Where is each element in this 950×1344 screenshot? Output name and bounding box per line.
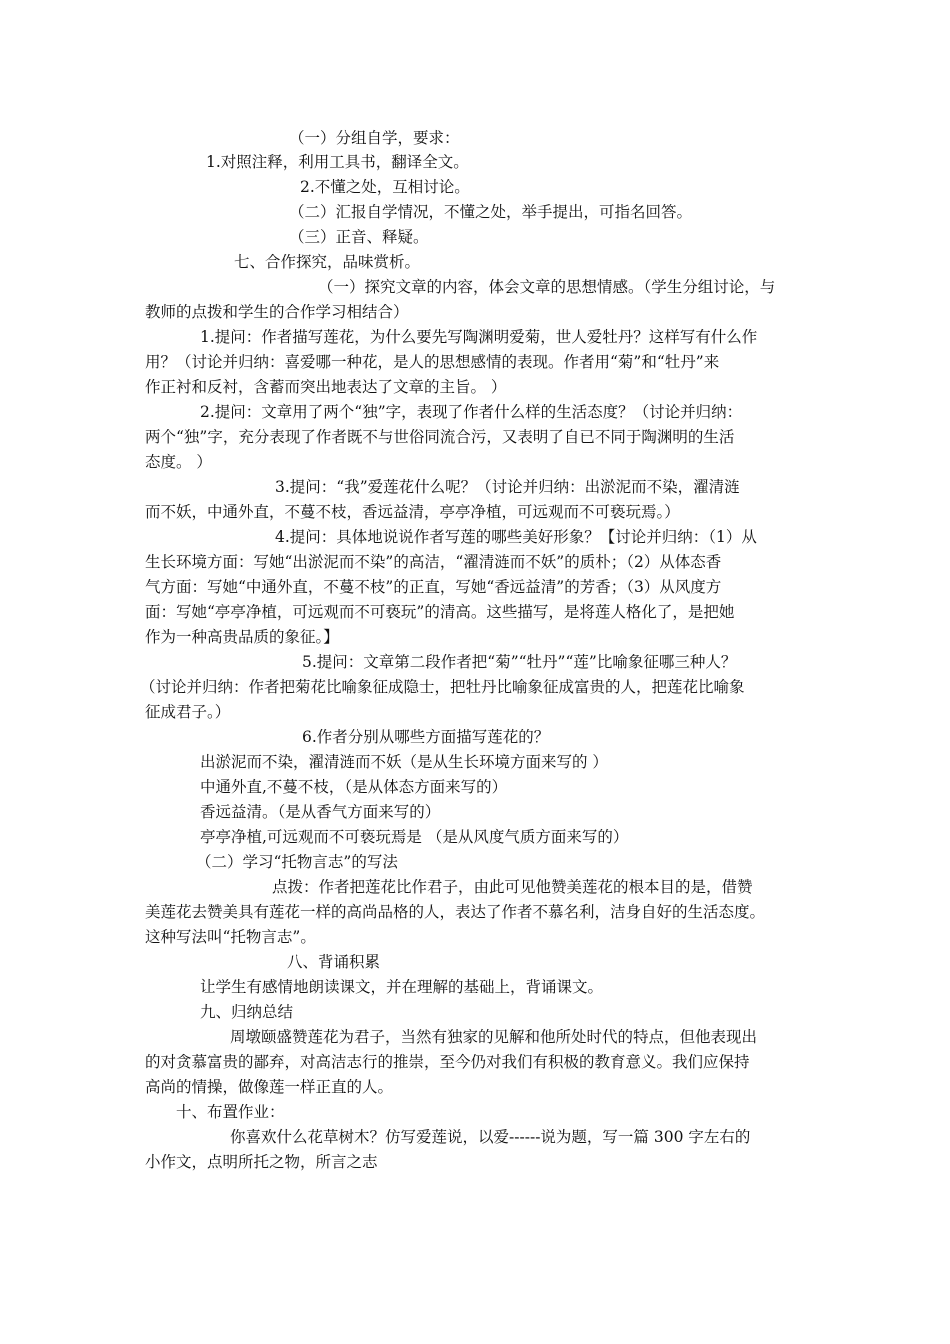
text-line: （一）分组自学，要求：	[289, 129, 460, 147]
text-line: （一）探究文章的内容，体会文章的思想情感。（学生分组讨论，与	[318, 278, 776, 296]
section-heading: 十、布置作业：	[176, 1103, 285, 1121]
section-heading: 七、合作探究，品味赏析。	[234, 253, 421, 271]
text-line: 生长环境方面：写她“出淤泥而不染”的高洁，“濯清涟而不妖”的质朴；（2）从体态香	[145, 553, 722, 571]
text-line: 两个“独”字，充分表现了作者既不与世俗同流合污，又表明了自已不同于陶渊明的生活	[145, 428, 735, 446]
text-line: 2.提问：文章用了两个“独”字，表现了作者什么样的生活态度？（讨论并归纳：	[200, 403, 743, 421]
text-line: （三）正音、释疑。	[289, 228, 429, 246]
text-line: 1.对照注释，利用工具书，翻译全文。	[206, 153, 469, 171]
text-line: 4.提问：具体地说说作者写莲的哪些美好形象？【讨论并归纳：（1）从	[275, 528, 757, 546]
text-line: 6.作者分别从哪些方面描写莲花的？	[302, 728, 550, 746]
text-line: 而不妖，中通外直，不蔓不枝，香远益清，亭亭净植，可远观而不可亵玩焉。）	[145, 503, 680, 521]
text-line: 你喜欢什么花草树木？仿写爱莲说，以爱------说为题，写一篇 300 字左右的	[230, 1128, 751, 1146]
text-line: （二）汇报自学情况，不懂之处，举手提出，可指名回答。	[289, 203, 693, 221]
text-line: 面：写她“亭亭净植，可远观而不可亵玩”的清高。这些描写，是将莲人格化了，是把她	[145, 603, 735, 621]
text-line: 作正衬和反衬，含蓄而突出地表达了文章的主旨。 ）	[145, 378, 507, 396]
text-line: 的对贪慕富贵的鄙弃，对高洁志行的推崇，至今仍对我们有积极的教育意义。我们应保持	[145, 1053, 750, 1071]
text-line: 作为一种高贵品质的象征。】	[145, 628, 339, 646]
text-line: （二）学习“托物言志”的写法	[196, 853, 398, 871]
text-line: 教师的点拨和学生的合作学习相结合）	[145, 303, 409, 321]
text-line: （讨论并归纳：作者把菊花比喻象征成隐士，把牡丹比喻象征成富贵的人，把莲花比喻象	[140, 678, 745, 696]
text-line: 2.不懂之处，互相讨论。	[300, 178, 470, 196]
text-line: 征成君子。）	[145, 703, 231, 721]
text-line: 亭亭净植,可远观而不可亵玩焉是 （是从风度气质方面来写的）	[200, 828, 629, 846]
text-line: 1.提问：作者描写莲花，为什么要先写陶渊明爱菊，世人爱牡丹？这样写有什么作	[200, 328, 758, 346]
text-line: 用？（讨论并归纳：喜爱哪一种花，是人的思想感情的表现。作者用“菊”和“牡丹”来	[145, 353, 720, 371]
text-line: 中通外直,不蔓不枝，（是从体态方面来写的）	[200, 778, 508, 796]
section-heading: 九、归纳总结	[200, 1003, 294, 1021]
text-line: 让学生有感情地朗读课文，并在理解的基础上，背诵课文。	[200, 978, 604, 996]
text-line: 气方面：写她“中通外直，不蔓不枝”的正直，写她“香远益清”的芳香；（3）从风度方	[145, 578, 722, 596]
text-line: 周墩颐盛赞莲花为君子，当然有独家的见解和他所处时代的特点，但他表现出	[230, 1028, 758, 1046]
text-line: 3.提问：“我”爱莲花什么呢？（讨论并归纳：出淤泥而不染，濯清涟	[275, 478, 740, 496]
text-line: 这种写法叫“托物言志”。	[145, 928, 316, 946]
text-line: 高尚的情操，做像莲一样正直的人。	[145, 1078, 394, 1096]
text-line: 小作文，点明所托之物，所言之志	[145, 1153, 378, 1171]
text-line: 出淤泥而不染，濯清涟而不妖（是从生长环境方面来写的 ）	[200, 753, 608, 771]
text-line: 态度。 ）	[145, 453, 212, 471]
section-heading: 八、背诵积累	[287, 953, 381, 971]
text-line: 点拨：作者把莲花比作君子，由此可见他赞美莲花的根本目的是，借赞	[272, 878, 753, 896]
text-line: 5.提问：文章第二段作者把“菊”“牡丹”“莲”比喻象征哪三种人？	[302, 653, 737, 671]
text-line: 美莲花去赞美具有莲花一样的高尚品格的人，表达了作者不慕名利，洁身自好的生活态度。	[145, 903, 766, 921]
text-line: 香远益清。（是从香气方面来写的）	[200, 803, 441, 821]
